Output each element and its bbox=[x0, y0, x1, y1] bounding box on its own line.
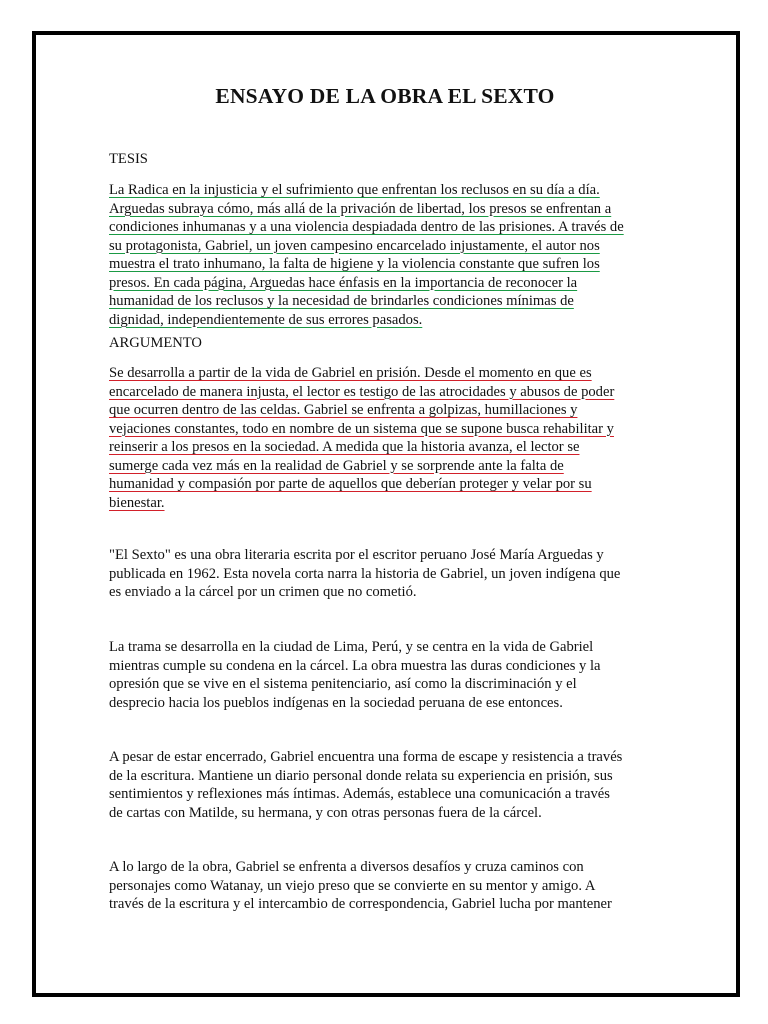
body-line: sentimientos y reflexiones más íntimas. Además, establece una comunicación a través bbox=[109, 786, 610, 802]
body-line: A lo largo de la obra, Gabriel se enfrenta a diversos desafíos y cruza caminos con bbox=[109, 859, 584, 875]
argumento-line: humanidad y compasión por parte de aquellos que deberían proteger y velar por su bbox=[109, 476, 592, 492]
tesis-line: humanidad de los reclusos y la necesidad de brindarles condiciones mínimas de bbox=[109, 293, 574, 309]
argumento-line: vejaciones constantes, todo en nombre de un sistema que se supone busca rehabilitar y bbox=[109, 420, 614, 437]
body-line: desprecio hacia los pueblos indígenas en la sociedad peruana de ese entonces. bbox=[109, 694, 563, 711]
body-line: través de la escritura y el intercambio de correspondencia, Gabriel lucha por mantener bbox=[109, 896, 612, 912]
argumento-line: sumerge cada vez más en la realidad de Gabriel y se sorprende ante la falta de bbox=[109, 457, 564, 474]
tesis-line: su protagonista, Gabriel, un joven campesino encarcelado injustamente, el autor nos bbox=[109, 237, 600, 254]
argumento-paragraph bbox=[109, 364, 661, 512]
argumento-heading: ARGUMENTO bbox=[109, 335, 202, 351]
body-line: es enviado a la cárcel por un crimen que no cometió. bbox=[109, 584, 417, 600]
body-line: A pesar de estar encerrado, Gabriel encuentra una forma de escape y resistencia a través bbox=[109, 749, 623, 765]
tesis-line: Arguedas subraya cómo, más allá de la privación de libertad, los presos se enfrentan a bbox=[109, 200, 612, 217]
body-paragraph-1 bbox=[109, 546, 661, 602]
tesis-line: condiciones inhumanas y a una violencia despiadada dentro de las prisiones. A través de bbox=[109, 219, 624, 235]
body-paragraph-3 bbox=[109, 748, 661, 822]
tesis-line: presos. En cada página, Arguedas hace énfasis en la importancia de reconocer la bbox=[109, 274, 578, 291]
argumento-line: encarcelado de manera injusta, el lector es testigo de las atrocidades y abusos de poder bbox=[109, 383, 615, 400]
body-line: mientras cumple su condena en la cárcel. La obra muestra las duras condiciones y la bbox=[109, 657, 601, 674]
argumento-line: Se desarrolla a partir de la vida de Gabriel en prisión. Desde el momento en que es bbox=[109, 365, 592, 381]
argumento-line: bienestar. bbox=[109, 494, 165, 511]
document-title: ENSAYO DE LA OBRA EL SEXTO bbox=[215, 84, 555, 108]
body-paragraph-2 bbox=[109, 638, 661, 712]
body-line: "El Sexto" es una obra literaria escrita por el escritor peruano José María Arguedas y bbox=[109, 547, 604, 563]
body-line: opresión que se vive en el sistema penitenciario, así como la discriminación y el bbox=[109, 676, 577, 692]
body-line: La trama se desarrolla en la ciudad de Lima, Perú, y se centra en la vida de Gabriel bbox=[109, 639, 594, 655]
body-line: de la escritura. Mantiene un diario personal donde relata su experiencia en prisión, sus bbox=[109, 767, 613, 784]
tesis-heading: TESIS bbox=[109, 151, 148, 167]
body-line: publicada en 1962. Esta novela corta narra la historia de Gabriel, un joven indígena que bbox=[109, 565, 621, 582]
tesis-line: muestra el trato inhumano, la falta de higiene y la violencia constante que sufren los bbox=[109, 256, 600, 272]
page-frame bbox=[32, 31, 740, 997]
tesis-line: La Radica en la injusticia y el sufrimiento que enfrentan los reclusos en su día a día. bbox=[109, 182, 600, 198]
tesis-line: dignidad, independientemente de sus errores pasados. bbox=[109, 311, 423, 328]
body-line: personajes como Watanay, un viejo preso que se convierte en su mentor y amigo. A bbox=[109, 877, 596, 894]
body-line: de cartas con Matilde, su hermana, y con otras personas fuera de la cárcel. bbox=[109, 804, 542, 821]
tesis-paragraph bbox=[109, 181, 661, 329]
body-paragraph-4 bbox=[109, 858, 661, 914]
argumento-line: que ocurren dentro de las celdas. Gabriel se enfrenta a golpizas, humillaciones y bbox=[109, 402, 578, 418]
argumento-line: reinserir a los presos en la sociedad. A medida que la historia avanza, el lector se bbox=[109, 439, 580, 455]
